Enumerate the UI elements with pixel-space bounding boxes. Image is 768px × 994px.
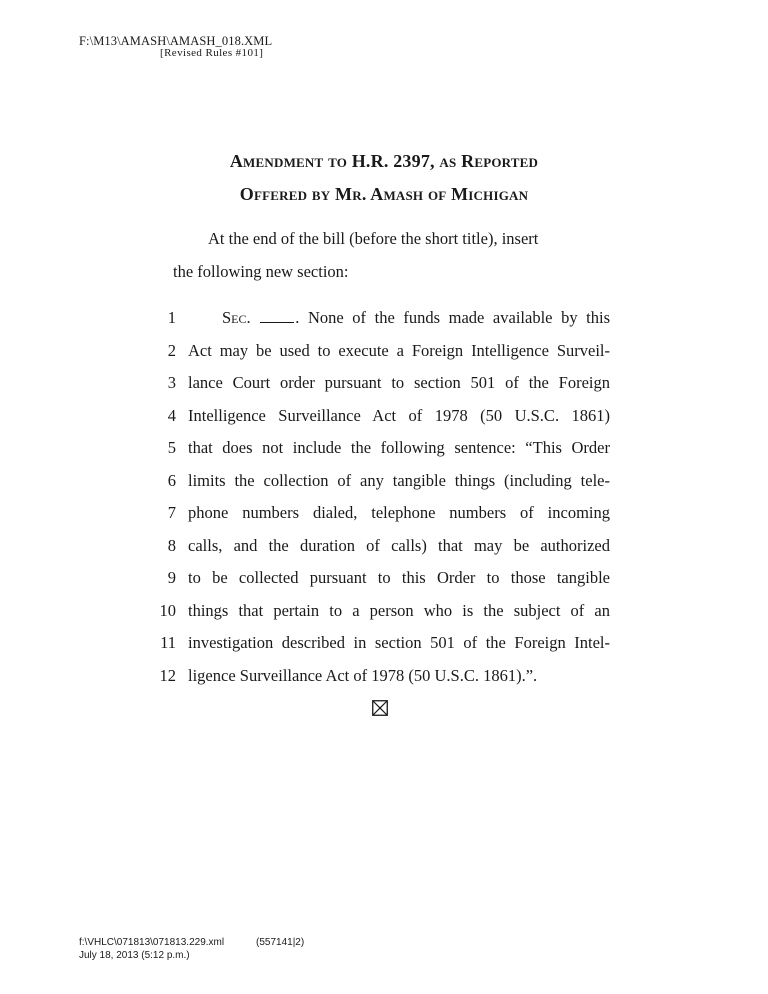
line-number: 9 [167,568,176,587]
line-number: 12 [159,666,176,685]
line-number: 5 [167,438,176,457]
section-line: limits the collection of any tangible things (including tele- [188,471,610,490]
rules-tag: [Revised Rules #101] [160,47,264,59]
amendment-title: Amendment to H.R. 2397, as Reported [229,151,539,171]
section-line: phone numbers dialed, telephone numbers of incoming [188,503,610,522]
offered-by-title: Offered by Mr. Amash of Michigan [239,184,529,204]
section-line: lance Court order pursuant to section 501 of the Foreign [188,373,610,392]
line-number: 2 [167,341,176,360]
section-line: to be collected pursuant to this Order to those tangible [188,568,610,587]
line-number: 1 [167,308,176,327]
section-line: Act may be used to execute a Foreign Intelligence Surveil- [188,341,610,360]
line-number: 3 [167,373,176,392]
line-number: 11 [160,633,176,652]
intro-line-2: the following new section: [173,262,349,281]
section-label: Sec. [222,308,251,327]
footer-file-path: f:\VHLC\071813\071813.229.xml [79,937,225,948]
section-line: ligence Surveillance Act of 1978 (50 U.S.C. 1861).”. [188,666,538,685]
section-line: investigation described in section 501 of the Foreign Intel- [188,633,610,652]
section-line: calls, and the duration of calls) that may be authorized [188,536,610,555]
line-number: 4 [167,406,176,425]
section-line: Intelligence Surveillance Act of 1978 (50 U.S.C. 1861) [188,406,610,425]
line-number: 7 [167,503,176,522]
intro-line-1: At the end of the bill (before the short title), insert [208,229,539,248]
section-number-blank [260,309,294,323]
footer-date: July 18, 2013 (5:12 p.m.) [79,950,190,961]
section-line: that does not include the following sentence: “This Order [188,438,610,457]
line-number: 8 [167,536,176,555]
section-line: things that pertain to a person who is the subject of an [188,601,610,620]
section-line [222,308,610,328]
boxed-x-icon [372,700,388,716]
footer-doc-id: (557141|2) [256,937,305,948]
line-number: 6 [167,471,176,490]
section-line-text: . None of the funds made available by this [295,308,610,327]
line-number: 10 [159,601,176,620]
file-path: F:\M13\AMASH\AMASH_018.XML [79,34,273,48]
